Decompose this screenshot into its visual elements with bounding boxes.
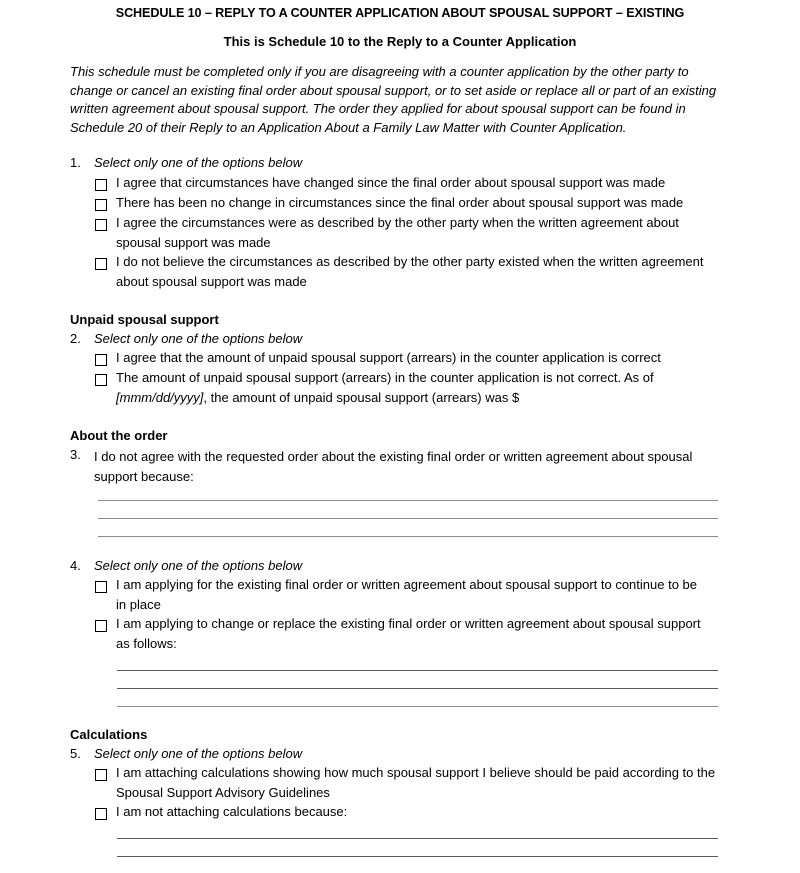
page-title: SCHEDULE 10 – REPLY TO A COUNTER APPLICATION ABOUT SPOUSAL SUPPORT – EXISTING — [115, 6, 685, 20]
q3-text: I do not agree with the requested order about the existing final order or written agreement about spousal support because: — [94, 449, 693, 484]
q4-option-1[interactable]: I am applying for the existing final order or written agreement about spousal support to continue to be in place — [95, 578, 697, 614]
q4-answer-line-3[interactable] — [117, 706, 718, 707]
section-heading-order: About the order — [70, 428, 168, 443]
section-heading-calculations: Calculations — [70, 727, 148, 742]
checkbox[interactable] — [95, 769, 107, 781]
section-heading-unpaid: Unpaid spousal support — [70, 312, 219, 327]
checkbox[interactable] — [95, 581, 107, 593]
q4-option-2[interactable]: I am applying to change or replace the existing final order or written agreement about spousal support as follows: — [95, 617, 701, 653]
intro-paragraph: This schedule must be completed only if you are disagreeing with a counter application by the other party to change or cancel an existing final order about spousal support, or to set aside or replace all or part of an existing written agreement about spousal support. The order they applied for about spousal support can be found in Schedule 20 of their Reply to an Application About a Family Law Matter with Counter Application. — [70, 64, 717, 136]
checkbox[interactable] — [95, 620, 107, 632]
q5-number: 5. — [70, 746, 81, 761]
q5-answer-line-2[interactable] — [117, 856, 718, 857]
q2-option-2[interactable]: The amount of unpaid spousal support (arrears) in the counter application is not correct. As of [mmm/dd/yyyy], the amount of unpaid spousal support (arrears) was $ — [95, 371, 654, 407]
q2-instruction: Select only one of the options below — [94, 331, 303, 346]
q3-answer-line-2[interactable] — [98, 518, 718, 519]
checkbox[interactable] — [95, 179, 107, 191]
checkbox[interactable] — [95, 354, 107, 366]
checkbox[interactable] — [95, 199, 107, 211]
q4-number: 4. — [70, 558, 81, 573]
q5-instruction: Select only one of the options below — [94, 746, 303, 761]
q1-option-4[interactable]: I do not believe the circumstances as described by the other party existed when the written agreement about spousal support was made — [95, 255, 704, 291]
checkbox[interactable] — [95, 258, 107, 270]
q3-answer-line-1[interactable] — [98, 500, 718, 501]
q5-option-1[interactable]: I am attaching calculations showing how much spousal support I believe should be paid according to the Spousal Support Advisory Guidelines — [95, 766, 715, 802]
checkbox[interactable] — [95, 808, 107, 820]
q4-instruction: Select only one of the options below — [94, 558, 303, 573]
q1-instruction: Select only one of the options below — [94, 155, 303, 170]
q3-number: 3. — [70, 447, 81, 462]
q1-option-3[interactable]: I agree the circumstances were as described by the other party when the written agreement about spousal support was made — [95, 216, 679, 252]
q5-answer-line-1[interactable] — [117, 838, 718, 839]
q3-answer-line-3[interactable] — [98, 536, 718, 537]
page-subtitle: This is Schedule 10 to the Reply to a Counter Application — [223, 34, 577, 49]
q4-answer-line-2[interactable] — [117, 688, 718, 689]
q4-answer-line-1[interactable] — [117, 670, 718, 671]
checkbox[interactable] — [95, 374, 107, 386]
q2-option-1[interactable]: I agree that the amount of unpaid spousal support (arrears) in the counter application is correct — [95, 351, 661, 368]
q2-number: 2. — [70, 331, 81, 346]
q1-option-2[interactable]: There has been no change in circumstances since the final order about spousal support was made — [95, 196, 683, 213]
q5-option-2[interactable]: I am not attaching calculations because: — [95, 805, 347, 822]
date-placeholder[interactable]: [mmm/dd/yyyy] — [116, 389, 204, 405]
q1-number: 1. — [70, 155, 81, 170]
q1-option-1[interactable]: I agree that circumstances have changed since the final order about spousal support was made — [95, 176, 665, 193]
checkbox[interactable] — [95, 219, 107, 231]
